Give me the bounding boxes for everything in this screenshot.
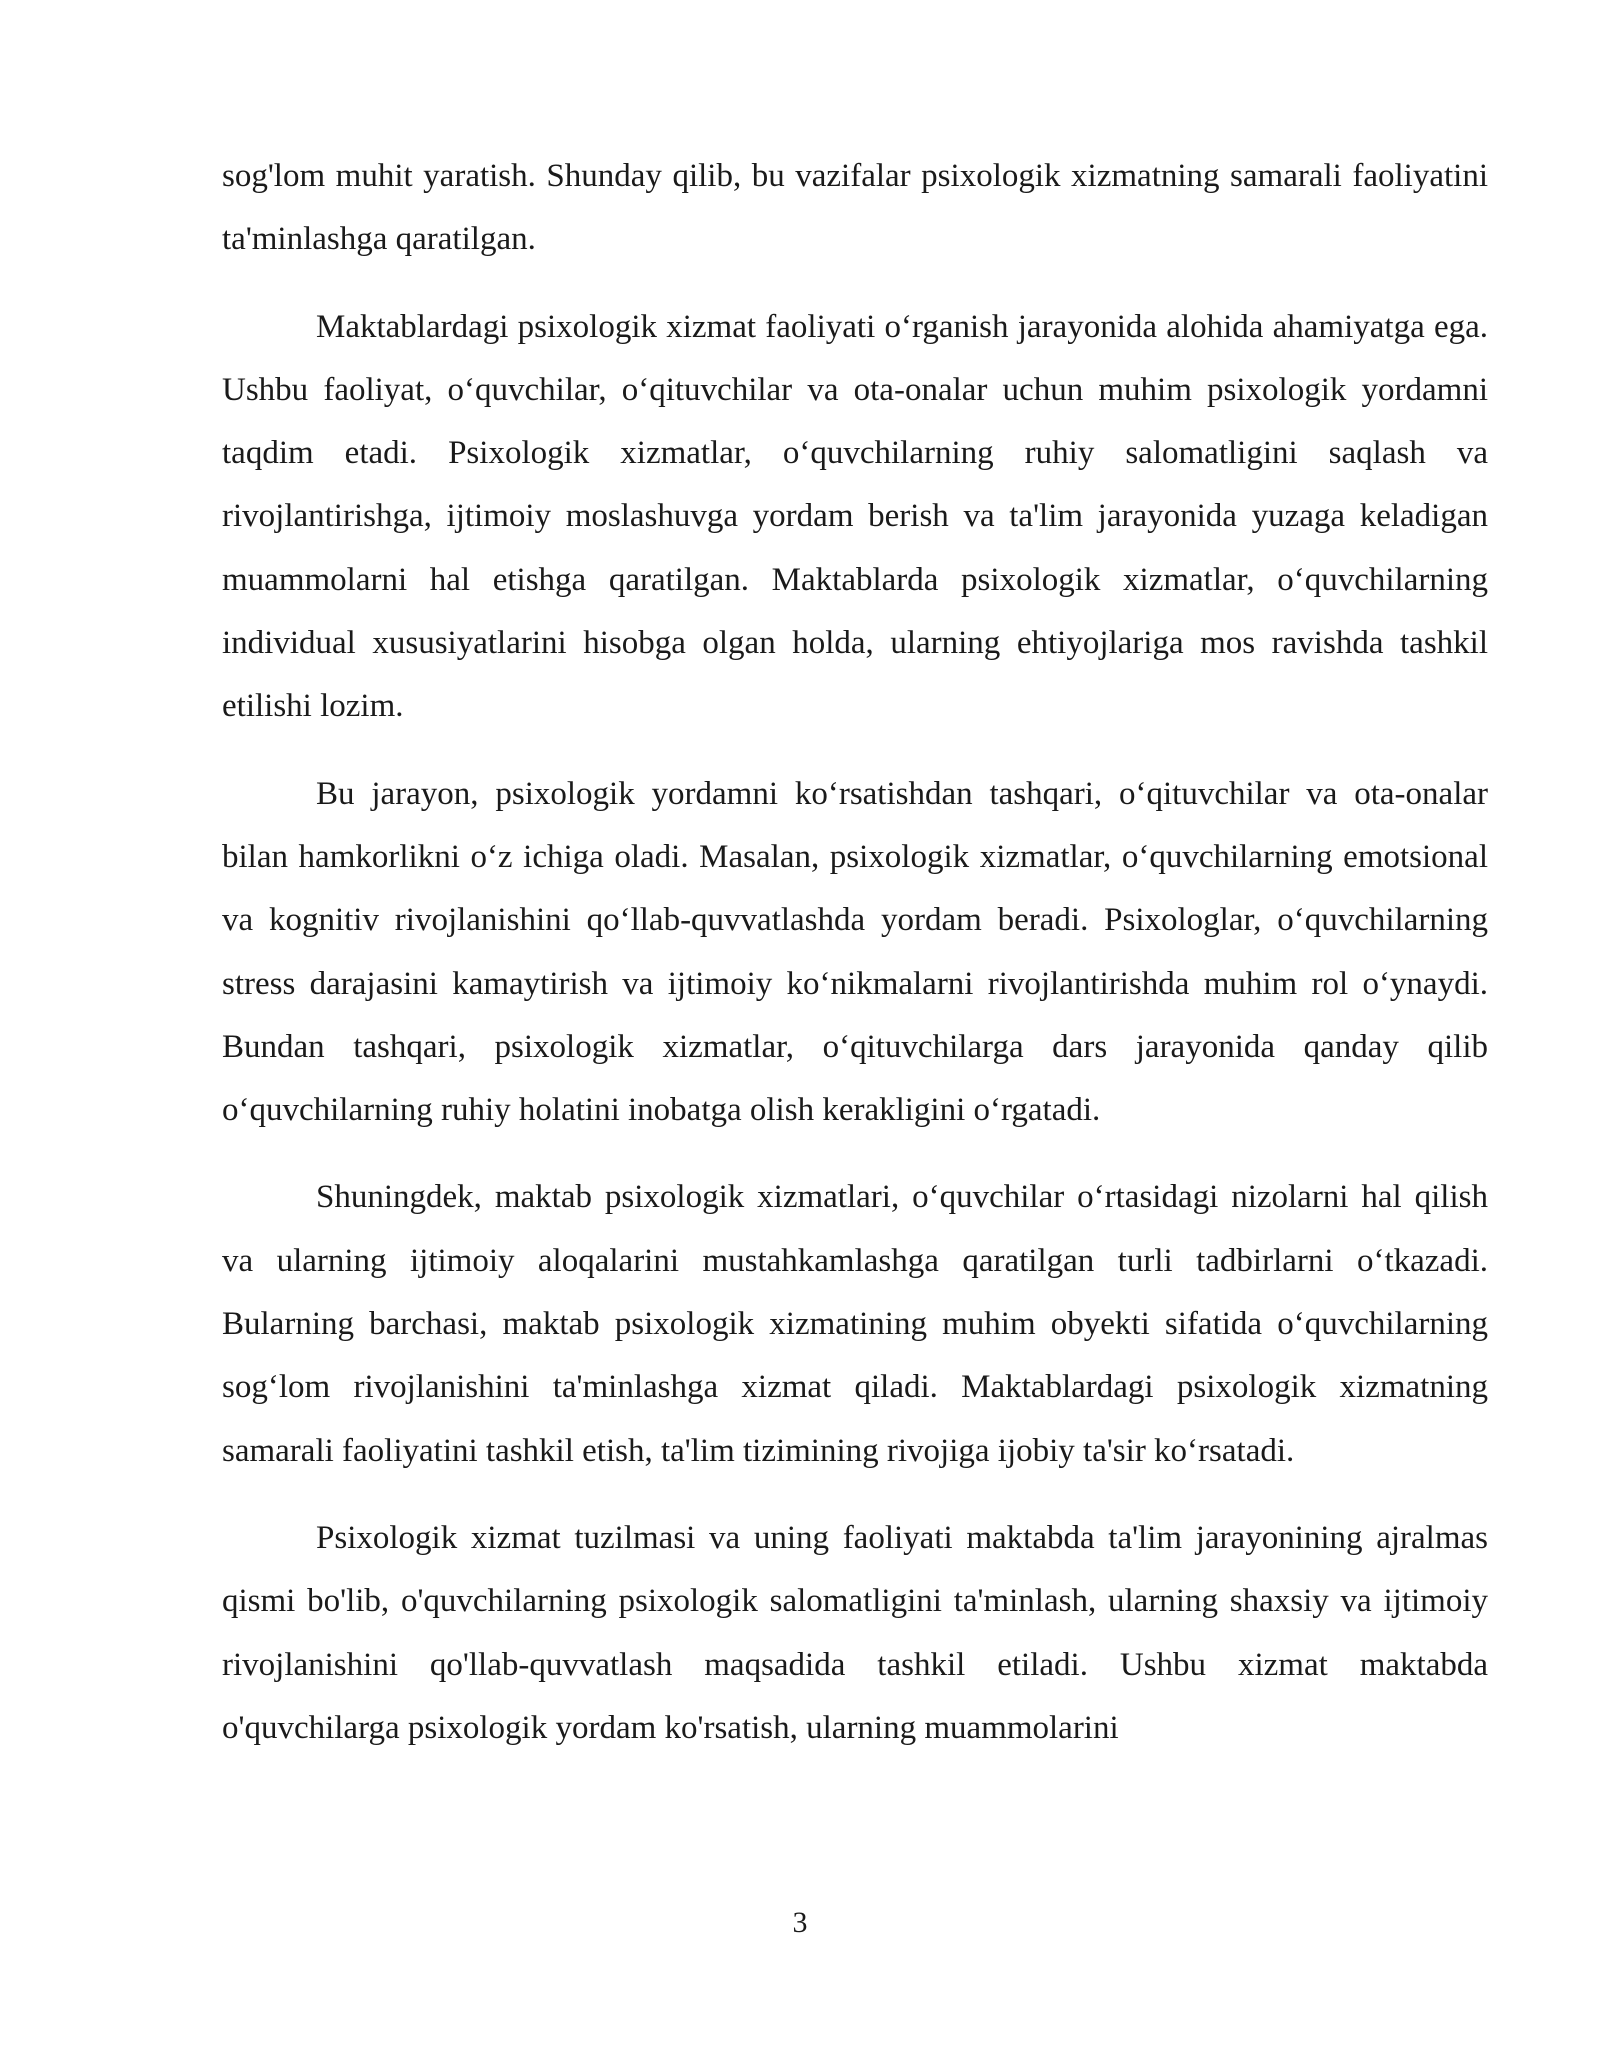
paragraph-4: Shuningdek, maktab psixologik xizmatlari, o‘quvchilar o‘rtasidagi nizolarni hal qilish va ularning ijtimoiy aloqalarini mustahkamlashga qaratilgan turli tadbirlarni o‘tkazadi. Bularning barchasi, maktab psixologik xizmatining muhim obyekti sifatida o‘quvchilarning sog‘lom rivojlanishini ta'minlashga xizmat qiladi. Maktablardagi psixologik xizmatning samarali faoliyatini tashkil etish, ta'lim tizimining rivojiga ijobiy ta'sir ko‘rsatadi. [222,1179,1488,1469]
paragraph-2: Maktablardagi psixologik xizmat faoliyati o‘rganish jarayonida alohida ahamiyatga ega. Ushbu faoliyat, o‘quvchilar, o‘qituvchilar va ota-onalar uchun muhim psixologik yordamni taqdim etadi. Psixologik xizmatlar, o‘quvchilarning ruhiy salomatligini saqlash va rivojlantirishga, ijtimoiy moslashuvga yordam berish va ta'lim jarayonida yuzaga keladigan muammolarni hal etishga qaratilgan. Maktablarda psixologik xizmatlar, o‘quvchilarning individual xususiyatlarini hisobga olgan holda, ularning ehtiyojlariga mos ravishda tashkil etilishi lozim. [222,308,1488,725]
paragraph-3: Bu jarayon, psixologik yordamni ko‘rsatishdan tashqari, o‘qituvchilar va ota-onalar bilan hamkorlikni o‘z ichiga oladi. Masalan, psixologik xizmatlar, o‘quvchilarning emotsional va kognitiv rivojlanishini qo‘llab-quvvatlashda yordam beradi. Psixologlar, o‘quvchilarning stress darajasini kamaytirish va ijtimoiy ko‘nikmalarni rivojlantirishda muhim rol o‘ynaydi. Bundan tashqari, psixologik xizmatlar, o‘qituvchilarga dars jarayonida qanday qilib o‘quvchilarning ruhiy holatini inobatga olish kerakligini o‘rgatadi. [222,775,1488,1129]
document-body [222,145,1488,1784]
page-number: 3 [792,1906,808,1939]
paragraph-5: Psixologik xizmat tuzilmasi va uning faoliyati maktabda ta'lim jarayonining ajralmas qismi bo'lib, o'quvchilarning psixologik salomatligini ta'minlash, ularning shaxsiy va ijtimoiy rivojlanishini qo'llab-quvvatlash maqsadida tashkil etiladi. Ushbu xizmat maktabda o'quvchilarga psixologik yordam ko'rsatish, ularning muammolarini [222,1519,1488,1746]
paragraph-1: sog'lom muhit yaratish. Shunday qilib, bu vazifalar psixologik xizmatning samarali faoliyatini ta'minlashga qaratilgan. [222,158,1488,258]
